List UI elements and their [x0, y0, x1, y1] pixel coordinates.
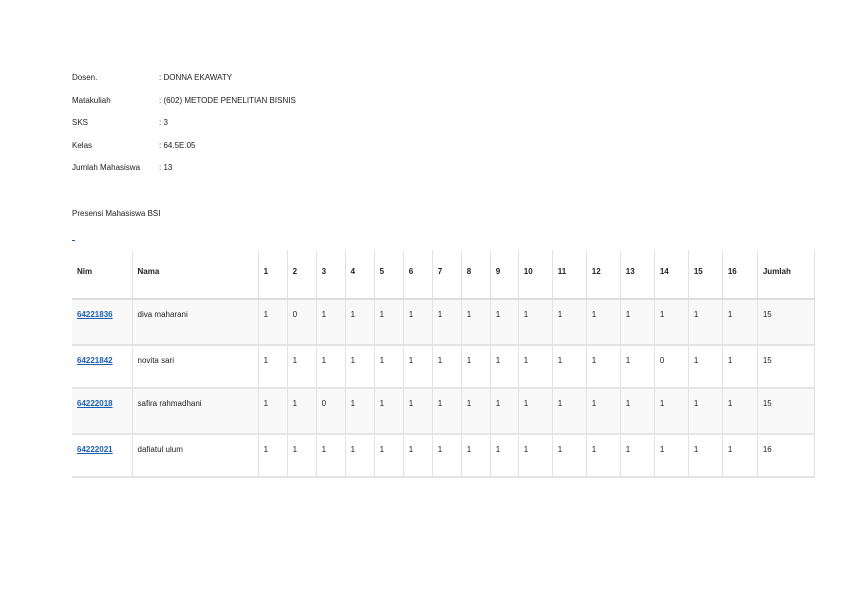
attendance-cell: 0	[287, 299, 316, 345]
attendance-cell: 1	[722, 434, 757, 477]
column-header: 2	[287, 250, 316, 299]
attendance-cell: 1	[586, 434, 620, 477]
attendance-cell: 1	[688, 299, 722, 345]
nim-cell	[72, 434, 132, 477]
attendance-cell: 1	[654, 388, 688, 434]
dosen-value: : DONNA EKAWATY	[159, 73, 233, 82]
jumlah-cell: 16	[757, 434, 814, 477]
nim-cell	[72, 345, 132, 388]
attendance-cell: 1	[403, 345, 432, 388]
attendance-cell: 1	[688, 345, 722, 388]
attendance-cell: 1	[586, 345, 620, 388]
attendance-cell: 1	[620, 434, 654, 477]
attendance-cell: 1	[374, 388, 403, 434]
attendance-cell: 0	[654, 345, 688, 388]
column-header: 4	[345, 250, 374, 299]
attendance-cell: 1	[432, 299, 461, 345]
jumlah-cell: 15	[757, 299, 814, 345]
attendance-cell: 1	[518, 434, 552, 477]
nama-cell: safira rahmadhani	[132, 388, 258, 434]
nim-cell	[72, 299, 132, 345]
attendance-cell: 1	[258, 345, 287, 388]
attendance-cell: 0	[316, 388, 345, 434]
attendance-cell: 1	[586, 388, 620, 434]
table-header-row	[72, 250, 815, 299]
column-header: 14	[654, 250, 688, 299]
attendance-cell: 1	[620, 299, 654, 345]
attendance-cell: 1	[461, 434, 490, 477]
column-header: 15	[688, 250, 722, 299]
attendance-cell: 1	[374, 345, 403, 388]
column-header: 9	[490, 250, 518, 299]
attendance-cell: 1	[654, 299, 688, 345]
nama-cell: diva maharani	[132, 299, 258, 345]
attendance-cell: 1	[345, 345, 374, 388]
attendance-cell: 1	[518, 299, 552, 345]
attendance-cell: 1	[490, 434, 518, 477]
attendance-cell: 1	[688, 434, 722, 477]
attendance-cell: 1	[620, 345, 654, 388]
attendance-cell: 1	[490, 388, 518, 434]
attendance-cell: 1	[518, 388, 552, 434]
attendance-cell: 1	[461, 299, 490, 345]
attendance-cell: 1	[287, 345, 316, 388]
column-header: 12	[586, 250, 620, 299]
attendance-cell: 1	[374, 434, 403, 477]
attendance-cell: 1	[490, 299, 518, 345]
dosen-label: Dosen.	[72, 73, 98, 82]
column-header: 6	[403, 250, 432, 299]
matakuliah-value: : (602) METODE PENELITIAN BISNIS	[159, 95, 296, 105]
section-title: Presensi Mahasiswa BSI	[72, 209, 161, 218]
attendance-cell: 1	[316, 434, 345, 477]
jumlah-cell: 15	[757, 388, 814, 434]
attendance-cell: 1	[432, 434, 461, 477]
jumlah-mahasiswa-value: : 13	[159, 163, 173, 173]
column-header: 8	[461, 250, 490, 299]
table-row	[72, 299, 815, 345]
attendance-cell: 1	[688, 388, 722, 434]
column-header: 1	[258, 250, 287, 299]
attendance-cell: 1	[620, 388, 654, 434]
nama-cell: dafiatul ulum	[132, 434, 258, 477]
attendance-cell: 1	[403, 299, 432, 345]
attendance-cell: 1	[461, 388, 490, 434]
attendance-cell: 1	[403, 434, 432, 477]
column-header: 13	[620, 250, 654, 299]
attendance-cell: 1	[552, 388, 586, 434]
nama-cell: novita sari	[132, 345, 258, 388]
attendance-cell: 1	[552, 299, 586, 345]
sks-label: SKS	[72, 118, 89, 128]
attendance-cell: 1	[403, 388, 432, 434]
attendance-cell: 1	[432, 345, 461, 388]
attendance-cell: 1	[287, 388, 316, 434]
attendance-cell: 1	[345, 434, 374, 477]
attendance-cell: 1	[518, 345, 552, 388]
attendance-cell: 1	[461, 345, 490, 388]
attendance-cell: 1	[345, 299, 374, 345]
column-header: 11	[552, 250, 586, 299]
attendance-cell: 1	[258, 388, 287, 434]
column-header: Jumlah	[757, 250, 814, 299]
attendance-cell: 1	[345, 388, 374, 434]
jumlah-mahasiswa-label: Jumlah Mahasiswa	[72, 163, 141, 173]
kelas-label: Kelas	[72, 140, 93, 150]
kelas-value: : 64.5E.05	[159, 140, 196, 150]
attendance-cell: 1	[432, 388, 461, 434]
matakuliah-label: Matakuliah	[72, 95, 111, 105]
attendance-cell: 1	[552, 434, 586, 477]
attendance-cell: 1	[316, 345, 345, 388]
column-header: 3	[316, 250, 345, 299]
attendance-cell: 1	[374, 299, 403, 345]
attendance-cell: 1	[490, 345, 518, 388]
attendance-cell: 1	[287, 434, 316, 477]
table-row	[72, 345, 815, 388]
attendance-cell: 1	[654, 434, 688, 477]
table-row	[72, 434, 815, 477]
column-header: 5	[374, 250, 403, 299]
nim-link[interactable]: 64221836	[77, 310, 113, 319]
attendance-cell: 1	[722, 345, 757, 388]
attendance-cell: 1	[316, 299, 345, 345]
nim-link[interactable]: 64222018	[77, 399, 113, 408]
jumlah-cell: 15	[757, 345, 814, 388]
column-header: Nim	[72, 250, 132, 299]
column-header: 10	[518, 250, 552, 299]
attendance-cell: 1	[258, 434, 287, 477]
column-header: 16	[722, 250, 757, 299]
attendance-cell: 1	[722, 299, 757, 345]
nim-cell	[72, 388, 132, 434]
nim-link[interactable]: 64222021	[77, 445, 113, 454]
attendance-cell: 1	[586, 299, 620, 345]
attendance-table	[72, 250, 815, 478]
column-header: Nama	[132, 250, 258, 299]
nim-link[interactable]: 64221842	[77, 356, 113, 365]
attendance-cell: 1	[552, 345, 586, 388]
empty-link[interactable]	[72, 234, 75, 241]
table-row	[72, 388, 815, 434]
column-header: 7	[432, 250, 461, 299]
attendance-cell: 1	[258, 299, 287, 345]
attendance-cell: 1	[722, 388, 757, 434]
sks-value: : 3	[159, 118, 168, 128]
